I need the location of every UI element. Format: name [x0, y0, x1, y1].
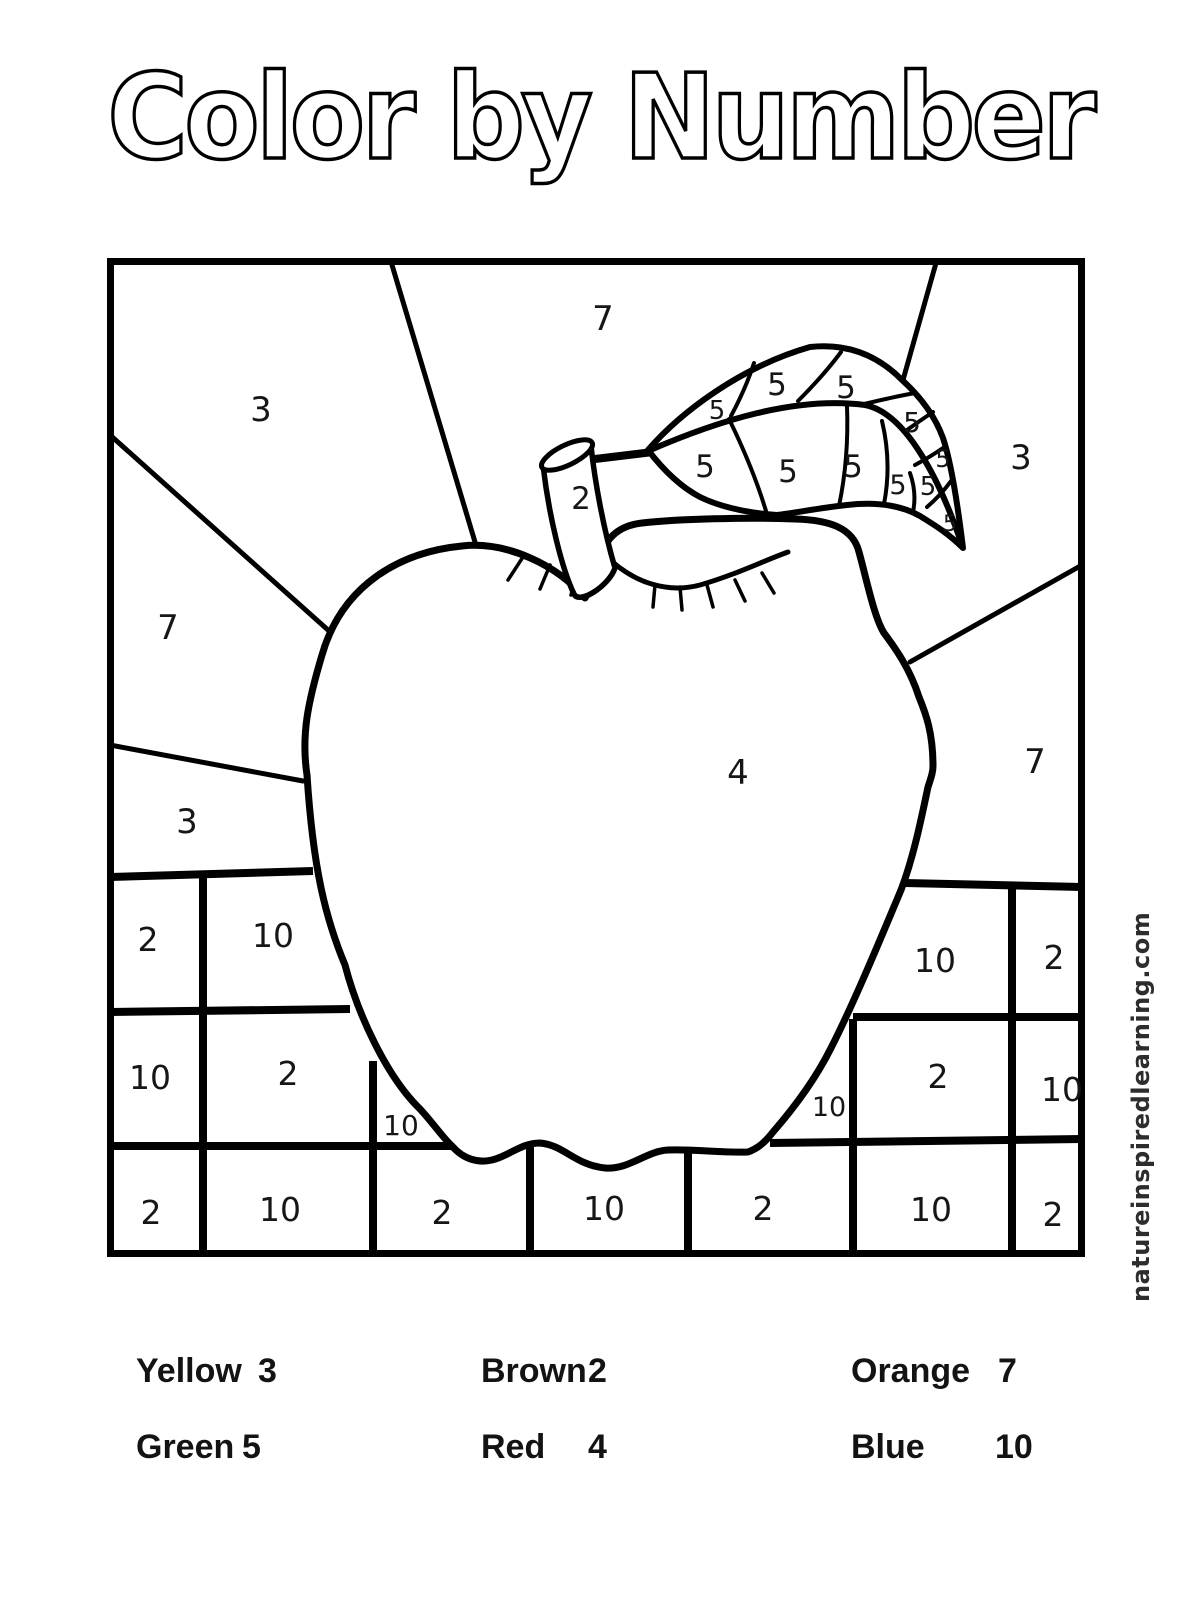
key-color-red: Red	[481, 1428, 546, 1466]
key-color-orange: Orange	[851, 1352, 971, 1390]
region-number-brick: 10	[383, 1109, 419, 1142]
key-number-blue: 10	[995, 1428, 1033, 1466]
key-number-red: 4	[588, 1428, 607, 1466]
key-color-yellow: Yellow	[136, 1352, 242, 1390]
region-number-leaf-segment: 5	[836, 370, 856, 406]
region-number-leaf-segment: 5	[695, 449, 715, 485]
region-number-leaf-segment: 5	[943, 512, 957, 537]
leaf-branch	[595, 452, 653, 459]
region-number-leaf-segment: 5	[919, 472, 937, 502]
region-number-brick: 10	[910, 1190, 952, 1229]
region-number-stem: 2	[571, 481, 591, 517]
apple-outline	[305, 518, 933, 1168]
region-number-brick: 10	[252, 916, 294, 955]
region-number-leaf-segment: 5	[935, 445, 951, 473]
region-number-brick: 10	[129, 1058, 171, 1097]
region-number-leaf-segment: 5	[903, 406, 921, 439]
region-number-background-top: 7	[592, 299, 614, 339]
region-number-brick: 2	[277, 1054, 299, 1093]
region-number-leaf-segment: 5	[889, 470, 907, 501]
region-number-brick: 10	[583, 1189, 625, 1228]
region-number-brick: 2	[1042, 1195, 1064, 1234]
region-number-background-right: 7	[1024, 742, 1046, 782]
region-number-background-top-left: 3	[250, 390, 272, 430]
key-color-brown: Brown	[481, 1352, 587, 1390]
key-number-yellow: 3	[258, 1352, 277, 1390]
region-number-brick: 10	[811, 1092, 847, 1123]
key-color-green: Green	[136, 1428, 235, 1466]
region-number-leaf-segment: 5	[778, 454, 798, 490]
watermark-url: natureinspiredlearning.com	[1127, 911, 1155, 1302]
key-number-orange: 7	[998, 1352, 1017, 1390]
region-number-brick: 10	[259, 1190, 301, 1229]
region-number-brick: 10	[1041, 1070, 1083, 1109]
region-number-brick: 2	[927, 1057, 949, 1096]
key-number-green: 5	[242, 1428, 261, 1466]
region-number-leaf-segment: 5	[708, 396, 726, 426]
region-number-leaf-segment: 5	[767, 367, 787, 403]
coloring-picture	[95, 255, 1085, 1257]
region-number-brick: 2	[752, 1189, 774, 1228]
region-number-brick: 10	[914, 941, 956, 980]
page-title: Color by Number	[107, 48, 1093, 186]
region-number-brick: 2	[140, 1193, 162, 1232]
region-number-background-top-right: 3	[1010, 438, 1032, 478]
region-number-brick: 2	[431, 1193, 453, 1232]
region-number-brick: 2	[1043, 938, 1065, 977]
region-number-background-lower-left: 3	[176, 802, 198, 842]
region-number-brick: 2	[137, 920, 159, 959]
region-number-leaf-segment: 5	[843, 449, 863, 485]
region-number-background-left: 7	[157, 608, 179, 648]
key-number-brown: 2	[588, 1352, 607, 1390]
key-color-blue: Blue	[851, 1428, 925, 1466]
region-number-apple-body: 4	[727, 753, 749, 793]
